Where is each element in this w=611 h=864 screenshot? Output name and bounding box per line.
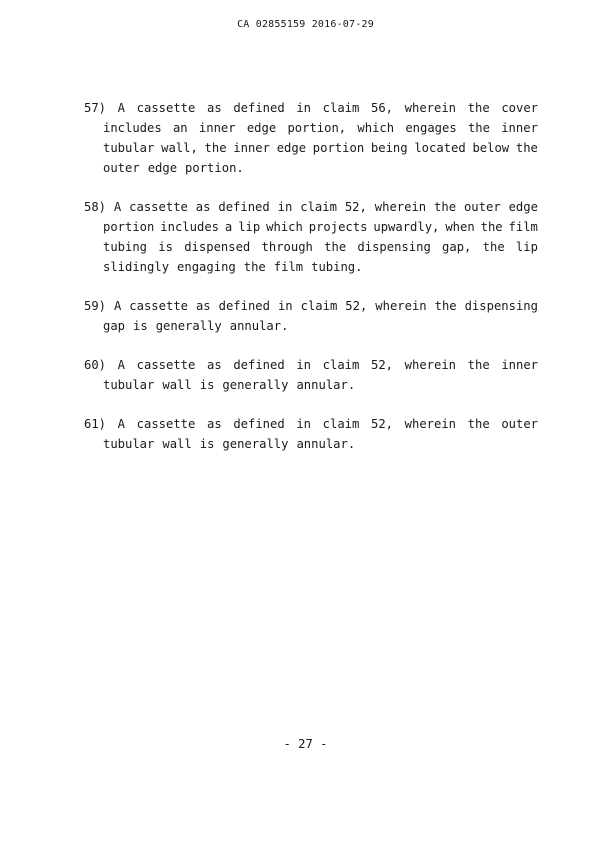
claim-first-line: 58) A cassette as defined in claim 52, wherein the outer edge xyxy=(84,200,538,214)
claim-paragraph xyxy=(84,296,538,336)
claim-paragraph xyxy=(84,197,538,277)
page-number: - 27 - xyxy=(283,737,328,751)
document-header-id: CA 02855159 2016-07-29 xyxy=(237,19,374,30)
claim-line: slidingly engaging the film tubing. xyxy=(103,260,363,274)
claim-paragraph xyxy=(84,98,538,178)
claim-first-line: 61) A cassette as defined in claim 52, wherein the outer xyxy=(84,417,538,431)
claim-line: tubular wall, the inner edge portion being located below the xyxy=(103,141,538,155)
claim-line: tubular wall is generally annular. xyxy=(103,437,356,451)
claims-list xyxy=(84,98,538,473)
claim-line: includes an inner edge portion, which engages the inner xyxy=(103,121,538,135)
claim-first-line: 59) A cassette as defined in claim 52, wherein the dispensing xyxy=(84,299,538,313)
claim-line: outer edge portion. xyxy=(103,161,244,175)
claim-line: tubing is dispensed through the dispensing gap, the lip xyxy=(103,240,538,254)
claim-paragraph xyxy=(84,414,538,454)
claim-paragraph xyxy=(84,355,538,395)
claim-first-line: 57) A cassette as defined in claim 56, wherein the cover xyxy=(84,101,538,115)
claim-line: gap is generally annular. xyxy=(103,319,289,333)
claim-line: tubular wall is generally annular. xyxy=(103,378,356,392)
claim-line: portion includes a lip which projects upwardly, when the film xyxy=(103,220,538,234)
claim-first-line: 60) A cassette as defined in claim 52, wherein the inner xyxy=(84,358,538,372)
